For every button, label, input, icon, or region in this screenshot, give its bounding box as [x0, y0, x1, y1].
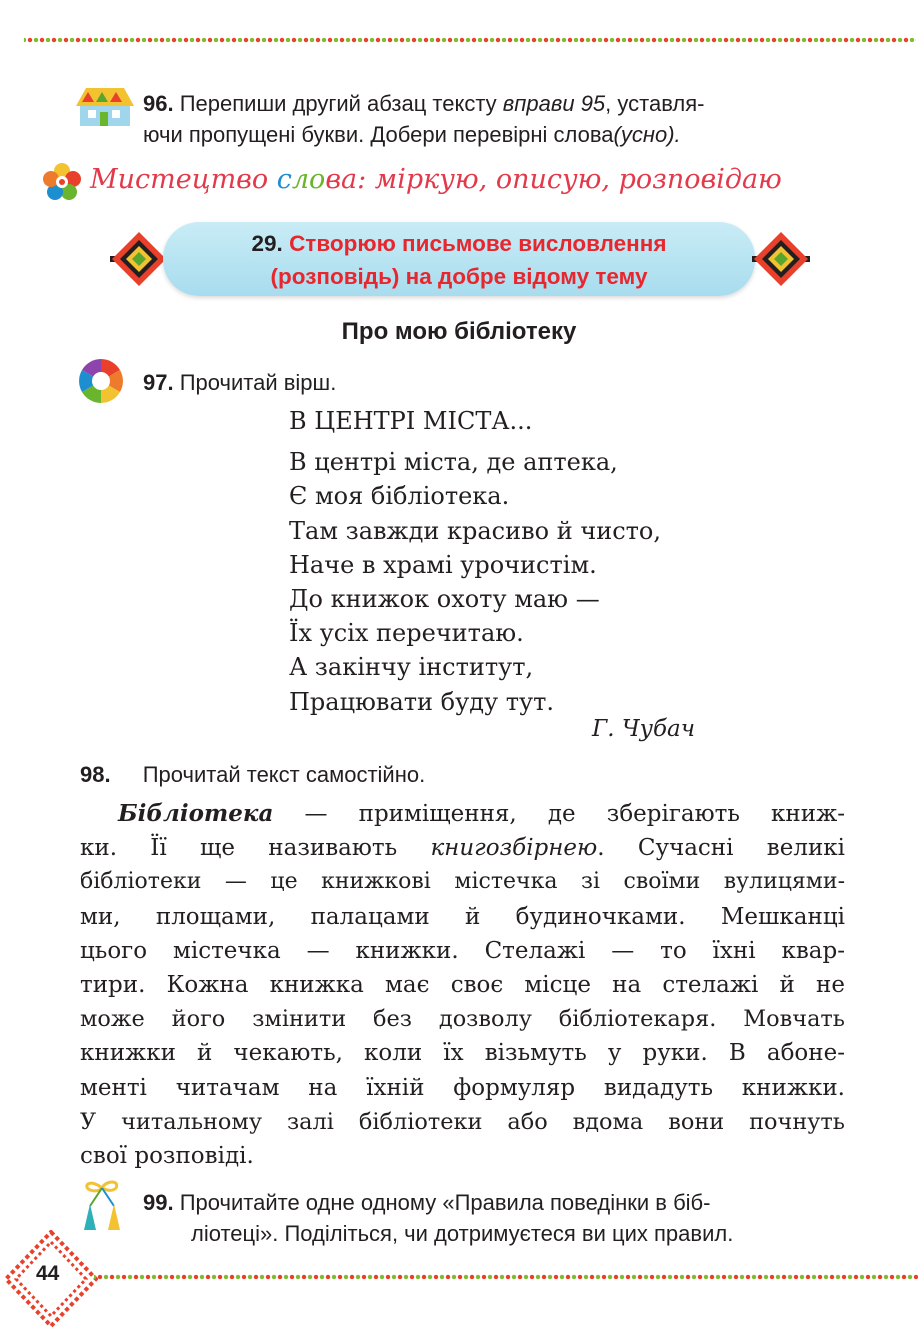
- paragraph-line-2-c: . Сучасні великі: [597, 835, 846, 862]
- decorative-border-top: [24, 36, 916, 44]
- poem-line: А закінчу інститут,: [289, 653, 534, 682]
- lesson-title-line-1: [163, 227, 755, 260]
- task-99: [143, 1187, 733, 1249]
- task-99-line-2: ліотеці». Поділіться, чи дотримуєтеся ви цих правил.: [191, 1221, 734, 1246]
- task-96-text-c: , уставля-: [605, 91, 705, 116]
- decorative-border-bottom: [94, 1273, 918, 1281]
- term-library: Бібліотека: [118, 800, 274, 827]
- lesson-number: 29.: [251, 231, 283, 256]
- task-98-text: Прочитай текст самостійно.: [142, 762, 426, 787]
- section-heading-part-4: ва: міркую, описую, розповідаю: [325, 164, 782, 195]
- paragraph-line: ми, площами, палацами й будиночками. Мешканці: [80, 903, 845, 930]
- task-97: [143, 367, 336, 398]
- task-98-number: 98.: [80, 762, 111, 787]
- text-subtitle: Про мою бібліотеку: [341, 318, 577, 345]
- task-96-oral-note: (усно).: [613, 122, 681, 147]
- lesson-title-line-2: (розповідь) на добре відому тему: [270, 264, 648, 289]
- poem-line: Є моя бібліотека.: [289, 482, 510, 511]
- task-97-number: 97.: [143, 370, 174, 395]
- paragraph-line: цього містечка — книжки. Стелажі — то їхні квар-: [80, 937, 845, 964]
- page-number: 44: [36, 1262, 60, 1285]
- task-97-text: Прочитай вірш.: [179, 370, 337, 395]
- task-96-line-2: [143, 119, 848, 150]
- house-icon: [72, 84, 138, 130]
- paragraph-line: У читальному залі бібліотеки або вдома вони почнуть: [80, 1108, 845, 1135]
- poem-line: Їх усіх перечитаю.: [289, 619, 524, 648]
- library-paragraph: [80, 797, 845, 1173]
- task-99-number: 99.: [143, 1190, 174, 1215]
- poem-title: В ЦЕНТРІ МІСТА...: [289, 407, 533, 435]
- task-96-line-1: [143, 88, 848, 119]
- task-96-text-d: ючи пропущені букви. Добери перевірні слова: [143, 122, 614, 147]
- poem-author: Г. Чубач: [592, 716, 696, 742]
- paragraph-line: книжки й чекають, коли їх візьмуть у руки. В абоне-: [80, 1040, 845, 1067]
- task-96: [143, 88, 848, 150]
- paragraph-line-2-a: ки. Її ще називають: [80, 835, 431, 862]
- task-96-reference: вправи 95: [502, 91, 606, 116]
- task-96-text-a: Перепиши другий абзац тексту: [179, 91, 503, 116]
- paragraph-line: [80, 831, 845, 865]
- paragraph-line: може його змінити без дозволу бібліотекаря. Мовчать: [80, 1006, 845, 1033]
- paragraph-line: [80, 797, 845, 831]
- paragraph-line: менті читачам на їхній формуляр видадуть книжки.: [80, 1074, 845, 1101]
- paragraph-line-1-rest: — приміщення, де зберігають книж-: [273, 801, 845, 827]
- section-heading-part-3: ло: [291, 164, 326, 195]
- tassel-icon: [76, 1176, 128, 1232]
- section-heading: [90, 164, 782, 195]
- poem-line: Там завжди красиво й чисто,: [289, 516, 661, 545]
- task-98: [80, 759, 425, 790]
- term-book-collection: книгозбірнею: [430, 835, 598, 862]
- paragraph-line: бібліотеки — це книжкові містечка зі своїми вулицями-: [80, 869, 845, 895]
- section-heading-part-1: Мистецтво: [90, 164, 277, 195]
- flower-icon: [42, 162, 82, 202]
- poem-line: До книжок охоту маю —: [289, 585, 600, 614]
- task-99-text-1: Прочитайте одне одному «Правила поведінки в біб-: [179, 1190, 711, 1215]
- paragraph-line: свої розповіді.: [80, 1143, 254, 1170]
- paragraph-line: тири. Кожна книжка має своє місце на стелажі й не: [80, 972, 845, 999]
- ornament-right-icon: [752, 230, 810, 288]
- color-wheel-icon: [78, 358, 124, 404]
- lesson-banner: [163, 222, 755, 296]
- task-99-line-1: [143, 1187, 733, 1218]
- section-heading-part-2: с: [276, 164, 292, 195]
- poem-line: Працювати буду тут.: [289, 687, 555, 716]
- poem: [289, 404, 661, 719]
- lesson-title-1: Створюю письмове висловлення: [289, 231, 667, 256]
- poem-line: В центрі міста, де аптека,: [289, 448, 618, 477]
- task-96-number: 96.: [143, 91, 174, 116]
- poem-line: Наче в храмі урочистім.: [289, 550, 597, 579]
- ornament-left-icon: [110, 230, 168, 288]
